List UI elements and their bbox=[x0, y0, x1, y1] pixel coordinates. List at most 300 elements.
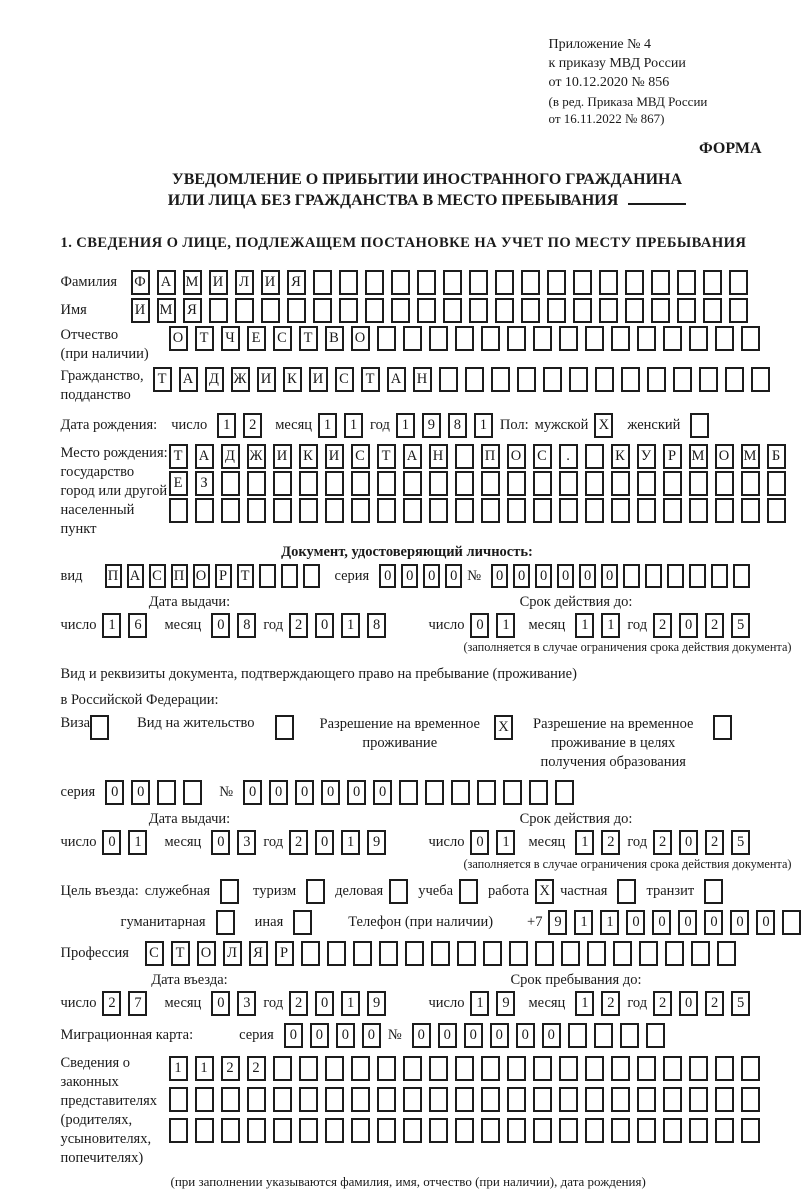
char-cell[interactable]: 8 bbox=[237, 613, 256, 638]
char-cell[interactable] bbox=[573, 298, 592, 323]
char-cell[interactable]: С bbox=[351, 444, 370, 469]
char-cell[interactable]: П bbox=[105, 564, 122, 588]
char-cell[interactable]: 0 bbox=[315, 830, 334, 855]
char-cell[interactable] bbox=[599, 270, 618, 295]
char-cell[interactable] bbox=[439, 367, 458, 392]
char-cell[interactable] bbox=[715, 498, 734, 523]
char-cell[interactable]: . bbox=[559, 444, 578, 469]
char-cell[interactable] bbox=[391, 298, 410, 323]
char-cell[interactable] bbox=[481, 1087, 500, 1112]
char-cell[interactable]: 1 bbox=[169, 1056, 188, 1081]
char-cell[interactable]: А bbox=[195, 444, 214, 469]
char-cell[interactable]: 0 bbox=[516, 1023, 535, 1048]
char-cell[interactable] bbox=[595, 367, 614, 392]
char-cell[interactable]: 1 bbox=[102, 613, 121, 638]
char-cell[interactable]: К bbox=[611, 444, 630, 469]
char-cell[interactable]: В bbox=[325, 326, 344, 351]
char-cell[interactable] bbox=[325, 1056, 344, 1081]
char-cell[interactable] bbox=[247, 1087, 266, 1112]
char-cell[interactable]: 2 bbox=[705, 830, 724, 855]
char-cell[interactable]: О bbox=[169, 326, 188, 351]
char-cell[interactable]: 0 bbox=[211, 991, 230, 1016]
char-cell[interactable] bbox=[313, 298, 332, 323]
char-cell[interactable] bbox=[443, 270, 462, 295]
char-cell[interactable]: И bbox=[309, 367, 328, 392]
char-cell[interactable] bbox=[339, 298, 358, 323]
char-cell[interactable] bbox=[559, 326, 578, 351]
char-cell[interactable]: 0 bbox=[464, 1023, 483, 1048]
char-cell[interactable] bbox=[405, 941, 424, 966]
char-cell[interactable]: 1 bbox=[128, 830, 147, 855]
char-cell[interactable]: 2 bbox=[653, 991, 672, 1016]
char-cell[interactable] bbox=[715, 1056, 734, 1081]
char-cell[interactable]: 0 bbox=[678, 910, 697, 935]
char-cell[interactable] bbox=[503, 780, 522, 805]
char-cell[interactable] bbox=[169, 498, 188, 523]
char-cell[interactable]: 2 bbox=[221, 1056, 240, 1081]
char-cell[interactable] bbox=[751, 367, 770, 392]
char-cell[interactable] bbox=[691, 941, 710, 966]
char-cell[interactable]: Д bbox=[221, 444, 240, 469]
temp-residence-edu-checkbox[interactable] bbox=[713, 715, 732, 740]
purpose-private-checkbox[interactable] bbox=[617, 879, 636, 904]
char-cell[interactable] bbox=[209, 298, 228, 323]
char-cell[interactable] bbox=[403, 326, 422, 351]
char-cell[interactable]: 2 bbox=[705, 613, 724, 638]
char-cell[interactable]: С bbox=[273, 326, 292, 351]
char-cell[interactable] bbox=[585, 444, 604, 469]
char-cell[interactable] bbox=[689, 1087, 708, 1112]
char-cell[interactable] bbox=[399, 780, 418, 805]
char-cell[interactable]: А bbox=[403, 444, 422, 469]
char-cell[interactable]: 1 bbox=[341, 830, 360, 855]
char-cell[interactable] bbox=[637, 1087, 656, 1112]
char-cell[interactable] bbox=[455, 444, 474, 469]
char-cell[interactable] bbox=[247, 498, 266, 523]
char-cell[interactable]: З bbox=[195, 471, 214, 496]
temp-residence-checkbox[interactable]: X bbox=[494, 715, 513, 740]
char-cell[interactable]: Р bbox=[215, 564, 232, 588]
char-cell[interactable] bbox=[455, 498, 474, 523]
char-cell[interactable]: Т bbox=[195, 326, 214, 351]
char-cell[interactable]: 0 bbox=[211, 830, 230, 855]
purpose-transit-checkbox[interactable] bbox=[704, 879, 723, 904]
char-cell[interactable]: 2 bbox=[289, 991, 308, 1016]
char-cell[interactable]: 2 bbox=[289, 613, 308, 638]
char-cell[interactable] bbox=[481, 1118, 500, 1143]
purpose-work-checkbox[interactable]: X bbox=[535, 879, 554, 904]
char-cell[interactable]: 2 bbox=[243, 413, 262, 438]
char-cell[interactable] bbox=[351, 498, 370, 523]
char-cell[interactable] bbox=[651, 270, 670, 295]
char-cell[interactable] bbox=[351, 1118, 370, 1143]
char-cell[interactable]: С bbox=[533, 444, 552, 469]
char-cell[interactable]: 0 bbox=[310, 1023, 329, 1048]
char-cell[interactable] bbox=[327, 941, 346, 966]
char-cell[interactable]: Т bbox=[237, 564, 254, 588]
char-cell[interactable]: Т bbox=[361, 367, 380, 392]
char-cell[interactable] bbox=[741, 326, 760, 351]
char-cell[interactable] bbox=[673, 367, 692, 392]
char-cell[interactable] bbox=[313, 270, 332, 295]
char-cell[interactable] bbox=[303, 564, 320, 588]
char-cell[interactable] bbox=[767, 498, 786, 523]
char-cell[interactable]: 0 bbox=[756, 910, 775, 935]
char-cell[interactable] bbox=[689, 498, 708, 523]
char-cell[interactable] bbox=[663, 1118, 682, 1143]
char-cell[interactable] bbox=[377, 326, 396, 351]
char-cell[interactable] bbox=[365, 270, 384, 295]
char-cell[interactable]: 0 bbox=[243, 780, 262, 805]
char-cell[interactable] bbox=[281, 564, 298, 588]
char-cell[interactable] bbox=[733, 564, 750, 588]
char-cell[interactable] bbox=[639, 941, 658, 966]
char-cell[interactable] bbox=[533, 1118, 552, 1143]
char-cell[interactable]: 9 bbox=[548, 910, 567, 935]
char-cell[interactable]: О bbox=[197, 941, 216, 966]
char-cell[interactable] bbox=[301, 941, 320, 966]
char-cell[interactable] bbox=[353, 941, 372, 966]
char-cell[interactable] bbox=[507, 1056, 526, 1081]
char-cell[interactable] bbox=[273, 1087, 292, 1112]
char-cell[interactable] bbox=[559, 1118, 578, 1143]
purpose-tourism-checkbox[interactable] bbox=[306, 879, 325, 904]
char-cell[interactable]: О bbox=[193, 564, 210, 588]
char-cell[interactable]: 2 bbox=[653, 830, 672, 855]
char-cell[interactable] bbox=[169, 1087, 188, 1112]
char-cell[interactable] bbox=[715, 1087, 734, 1112]
char-cell[interactable] bbox=[325, 498, 344, 523]
char-cell[interactable] bbox=[741, 1056, 760, 1081]
char-cell[interactable] bbox=[569, 367, 588, 392]
char-cell[interactable]: 1 bbox=[575, 991, 594, 1016]
char-cell[interactable] bbox=[455, 326, 474, 351]
char-cell[interactable]: 0 bbox=[679, 830, 698, 855]
char-cell[interactable] bbox=[481, 471, 500, 496]
char-cell[interactable]: 3 bbox=[237, 830, 256, 855]
char-cell[interactable] bbox=[533, 1087, 552, 1112]
char-cell[interactable] bbox=[729, 298, 748, 323]
char-cell[interactable]: И bbox=[257, 367, 276, 392]
char-cell[interactable]: 1 bbox=[496, 830, 515, 855]
char-cell[interactable] bbox=[611, 471, 630, 496]
char-cell[interactable]: О bbox=[351, 326, 370, 351]
char-cell[interactable] bbox=[183, 780, 202, 805]
char-cell[interactable] bbox=[663, 326, 682, 351]
char-cell[interactable] bbox=[699, 367, 718, 392]
char-cell[interactable]: Я bbox=[287, 270, 306, 295]
char-cell[interactable]: Т bbox=[299, 326, 318, 351]
char-cell[interactable]: П bbox=[481, 444, 500, 469]
char-cell[interactable]: 2 bbox=[601, 830, 620, 855]
char-cell[interactable] bbox=[273, 498, 292, 523]
char-cell[interactable]: М bbox=[741, 444, 760, 469]
char-cell[interactable] bbox=[273, 1056, 292, 1081]
char-cell[interactable] bbox=[637, 498, 656, 523]
char-cell[interactable]: М bbox=[183, 270, 202, 295]
char-cell[interactable]: С bbox=[335, 367, 354, 392]
char-cell[interactable]: 0 bbox=[315, 991, 334, 1016]
char-cell[interactable] bbox=[689, 564, 706, 588]
char-cell[interactable] bbox=[725, 367, 744, 392]
char-cell[interactable] bbox=[455, 1087, 474, 1112]
char-cell[interactable] bbox=[465, 367, 484, 392]
visa-checkbox[interactable] bbox=[90, 715, 109, 740]
char-cell[interactable] bbox=[559, 1087, 578, 1112]
char-cell[interactable]: 1 bbox=[344, 413, 363, 438]
female-checkbox[interactable] bbox=[690, 413, 709, 438]
char-cell[interactable] bbox=[425, 780, 444, 805]
char-cell[interactable] bbox=[429, 471, 448, 496]
char-cell[interactable] bbox=[621, 367, 640, 392]
char-cell[interactable] bbox=[573, 270, 592, 295]
char-cell[interactable] bbox=[157, 780, 176, 805]
char-cell[interactable]: К bbox=[283, 367, 302, 392]
char-cell[interactable] bbox=[481, 498, 500, 523]
char-cell[interactable] bbox=[547, 298, 566, 323]
char-cell[interactable] bbox=[611, 1087, 630, 1112]
char-cell[interactable] bbox=[429, 498, 448, 523]
char-cell[interactable]: 9 bbox=[367, 991, 386, 1016]
char-cell[interactable] bbox=[195, 1118, 214, 1143]
char-cell[interactable] bbox=[325, 1087, 344, 1112]
char-cell[interactable] bbox=[665, 941, 684, 966]
char-cell[interactable] bbox=[689, 471, 708, 496]
char-cell[interactable]: А bbox=[157, 270, 176, 295]
char-cell[interactable]: 6 bbox=[128, 613, 147, 638]
char-cell[interactable]: 1 bbox=[470, 991, 489, 1016]
char-cell[interactable] bbox=[559, 498, 578, 523]
char-cell[interactable]: Т bbox=[169, 444, 188, 469]
char-cell[interactable] bbox=[495, 298, 514, 323]
char-cell[interactable] bbox=[403, 1056, 422, 1081]
char-cell[interactable] bbox=[689, 326, 708, 351]
char-cell[interactable]: 0 bbox=[284, 1023, 303, 1048]
char-cell[interactable] bbox=[455, 1056, 474, 1081]
char-cell[interactable]: Л bbox=[223, 941, 242, 966]
char-cell[interactable] bbox=[587, 941, 606, 966]
char-cell[interactable] bbox=[325, 471, 344, 496]
char-cell[interactable] bbox=[451, 780, 470, 805]
char-cell[interactable]: Я bbox=[183, 298, 202, 323]
char-cell[interactable]: 5 bbox=[731, 830, 750, 855]
char-cell[interactable] bbox=[377, 1118, 396, 1143]
char-cell[interactable] bbox=[729, 270, 748, 295]
char-cell[interactable] bbox=[741, 498, 760, 523]
char-cell[interactable]: 1 bbox=[341, 613, 360, 638]
char-cell[interactable] bbox=[235, 298, 254, 323]
char-cell[interactable] bbox=[351, 471, 370, 496]
char-cell[interactable] bbox=[365, 298, 384, 323]
char-cell[interactable] bbox=[663, 471, 682, 496]
char-cell[interactable]: 0 bbox=[626, 910, 645, 935]
male-checkbox[interactable]: X bbox=[594, 413, 613, 438]
char-cell[interactable]: 0 bbox=[491, 564, 508, 588]
char-cell[interactable]: И bbox=[209, 270, 228, 295]
char-cell[interactable] bbox=[455, 1118, 474, 1143]
char-cell[interactable] bbox=[741, 1087, 760, 1112]
char-cell[interactable] bbox=[585, 326, 604, 351]
char-cell[interactable] bbox=[351, 1087, 370, 1112]
char-cell[interactable] bbox=[663, 1056, 682, 1081]
char-cell[interactable] bbox=[509, 941, 528, 966]
char-cell[interactable] bbox=[299, 471, 318, 496]
char-cell[interactable]: 2 bbox=[653, 613, 672, 638]
char-cell[interactable] bbox=[417, 298, 436, 323]
char-cell[interactable]: 1 bbox=[574, 910, 593, 935]
char-cell[interactable] bbox=[689, 1118, 708, 1143]
char-cell[interactable]: 1 bbox=[600, 910, 619, 935]
char-cell[interactable]: 0 bbox=[105, 780, 124, 805]
char-cell[interactable] bbox=[507, 326, 526, 351]
char-cell[interactable] bbox=[646, 1023, 665, 1048]
char-cell[interactable] bbox=[543, 367, 562, 392]
char-cell[interactable] bbox=[677, 270, 696, 295]
char-cell[interactable]: 3 bbox=[237, 991, 256, 1016]
char-cell[interactable] bbox=[559, 471, 578, 496]
char-cell[interactable] bbox=[663, 498, 682, 523]
char-cell[interactable] bbox=[221, 1087, 240, 1112]
char-cell[interactable] bbox=[529, 780, 548, 805]
char-cell[interactable]: Д bbox=[205, 367, 224, 392]
char-cell[interactable]: 2 bbox=[289, 830, 308, 855]
residence-permit-checkbox[interactable] bbox=[275, 715, 294, 740]
char-cell[interactable]: 9 bbox=[496, 991, 515, 1016]
char-cell[interactable]: 0 bbox=[347, 780, 366, 805]
char-cell[interactable] bbox=[555, 780, 574, 805]
char-cell[interactable]: 0 bbox=[295, 780, 314, 805]
char-cell[interactable]: 0 bbox=[470, 613, 489, 638]
char-cell[interactable]: И bbox=[273, 444, 292, 469]
char-cell[interactable]: 2 bbox=[705, 991, 724, 1016]
char-cell[interactable] bbox=[491, 367, 510, 392]
char-cell[interactable]: Ф bbox=[131, 270, 150, 295]
char-cell[interactable] bbox=[559, 1056, 578, 1081]
char-cell[interactable]: И bbox=[261, 270, 280, 295]
char-cell[interactable] bbox=[533, 471, 552, 496]
char-cell[interactable] bbox=[715, 326, 734, 351]
char-cell[interactable]: 0 bbox=[131, 780, 150, 805]
char-cell[interactable] bbox=[287, 298, 306, 323]
char-cell[interactable]: 0 bbox=[412, 1023, 431, 1048]
char-cell[interactable] bbox=[481, 1056, 500, 1081]
char-cell[interactable]: Н bbox=[413, 367, 432, 392]
char-cell[interactable] bbox=[585, 471, 604, 496]
char-cell[interactable] bbox=[625, 270, 644, 295]
char-cell[interactable]: 1 bbox=[601, 613, 620, 638]
char-cell[interactable] bbox=[403, 1118, 422, 1143]
char-cell[interactable]: 0 bbox=[704, 910, 723, 935]
char-cell[interactable]: 1 bbox=[318, 413, 337, 438]
char-cell[interactable]: А bbox=[387, 367, 406, 392]
char-cell[interactable] bbox=[429, 1118, 448, 1143]
char-cell[interactable]: О bbox=[715, 444, 734, 469]
char-cell[interactable] bbox=[585, 1056, 604, 1081]
purpose-business-checkbox[interactable] bbox=[389, 879, 408, 904]
char-cell[interactable] bbox=[247, 1118, 266, 1143]
char-cell[interactable]: 1 bbox=[217, 413, 236, 438]
char-cell[interactable] bbox=[169, 1118, 188, 1143]
char-cell[interactable]: Т bbox=[171, 941, 190, 966]
char-cell[interactable] bbox=[299, 1118, 318, 1143]
char-cell[interactable]: 0 bbox=[438, 1023, 457, 1048]
char-cell[interactable] bbox=[717, 941, 736, 966]
char-cell[interactable]: 0 bbox=[321, 780, 340, 805]
char-cell[interactable] bbox=[273, 471, 292, 496]
char-cell[interactable] bbox=[247, 471, 266, 496]
char-cell[interactable]: 0 bbox=[513, 564, 530, 588]
char-cell[interactable] bbox=[377, 1087, 396, 1112]
char-cell[interactable] bbox=[221, 471, 240, 496]
char-cell[interactable] bbox=[431, 941, 450, 966]
char-cell[interactable]: 0 bbox=[535, 564, 552, 588]
char-cell[interactable]: 0 bbox=[730, 910, 749, 935]
char-cell[interactable] bbox=[429, 1056, 448, 1081]
char-cell[interactable] bbox=[507, 498, 526, 523]
char-cell[interactable] bbox=[782, 910, 801, 935]
char-cell[interactable]: 2 bbox=[601, 991, 620, 1016]
char-cell[interactable] bbox=[645, 564, 662, 588]
char-cell[interactable] bbox=[195, 1087, 214, 1112]
char-cell[interactable] bbox=[403, 471, 422, 496]
char-cell[interactable]: 0 bbox=[470, 830, 489, 855]
char-cell[interactable]: Ж bbox=[231, 367, 250, 392]
char-cell[interactable]: Р bbox=[663, 444, 682, 469]
char-cell[interactable] bbox=[457, 941, 476, 966]
char-cell[interactable] bbox=[517, 367, 536, 392]
char-cell[interactable] bbox=[261, 298, 280, 323]
char-cell[interactable] bbox=[637, 1056, 656, 1081]
char-cell[interactable] bbox=[741, 1118, 760, 1143]
char-cell[interactable] bbox=[469, 270, 488, 295]
char-cell[interactable] bbox=[495, 270, 514, 295]
char-cell[interactable] bbox=[568, 1023, 587, 1048]
char-cell[interactable]: 7 bbox=[128, 991, 147, 1016]
char-cell[interactable]: 1 bbox=[474, 413, 493, 438]
char-cell[interactable]: М bbox=[157, 298, 176, 323]
char-cell[interactable]: 0 bbox=[557, 564, 574, 588]
char-cell[interactable]: Ч bbox=[221, 326, 240, 351]
char-cell[interactable] bbox=[403, 498, 422, 523]
char-cell[interactable] bbox=[507, 1087, 526, 1112]
char-cell[interactable] bbox=[403, 1087, 422, 1112]
char-cell[interactable]: 5 bbox=[731, 613, 750, 638]
char-cell[interactable]: Т bbox=[377, 444, 396, 469]
char-cell[interactable] bbox=[703, 270, 722, 295]
char-cell[interactable] bbox=[585, 498, 604, 523]
char-cell[interactable] bbox=[299, 498, 318, 523]
char-cell[interactable] bbox=[585, 1118, 604, 1143]
char-cell[interactable] bbox=[221, 1118, 240, 1143]
char-cell[interactable]: О bbox=[507, 444, 526, 469]
char-cell[interactable] bbox=[299, 1087, 318, 1112]
purpose-other-checkbox[interactable] bbox=[293, 910, 312, 935]
char-cell[interactable] bbox=[417, 270, 436, 295]
char-cell[interactable]: 0 bbox=[423, 564, 440, 588]
char-cell[interactable]: Ж bbox=[247, 444, 266, 469]
char-cell[interactable]: И bbox=[325, 444, 344, 469]
char-cell[interactable] bbox=[483, 941, 502, 966]
char-cell[interactable] bbox=[611, 326, 630, 351]
char-cell[interactable]: А bbox=[179, 367, 198, 392]
purpose-humanitarian-checkbox[interactable] bbox=[216, 910, 235, 935]
char-cell[interactable] bbox=[611, 1118, 630, 1143]
char-cell[interactable] bbox=[637, 1118, 656, 1143]
char-cell[interactable]: П bbox=[171, 564, 188, 588]
char-cell[interactable]: 1 bbox=[575, 830, 594, 855]
char-cell[interactable]: 0 bbox=[401, 564, 418, 588]
char-cell[interactable] bbox=[299, 1056, 318, 1081]
